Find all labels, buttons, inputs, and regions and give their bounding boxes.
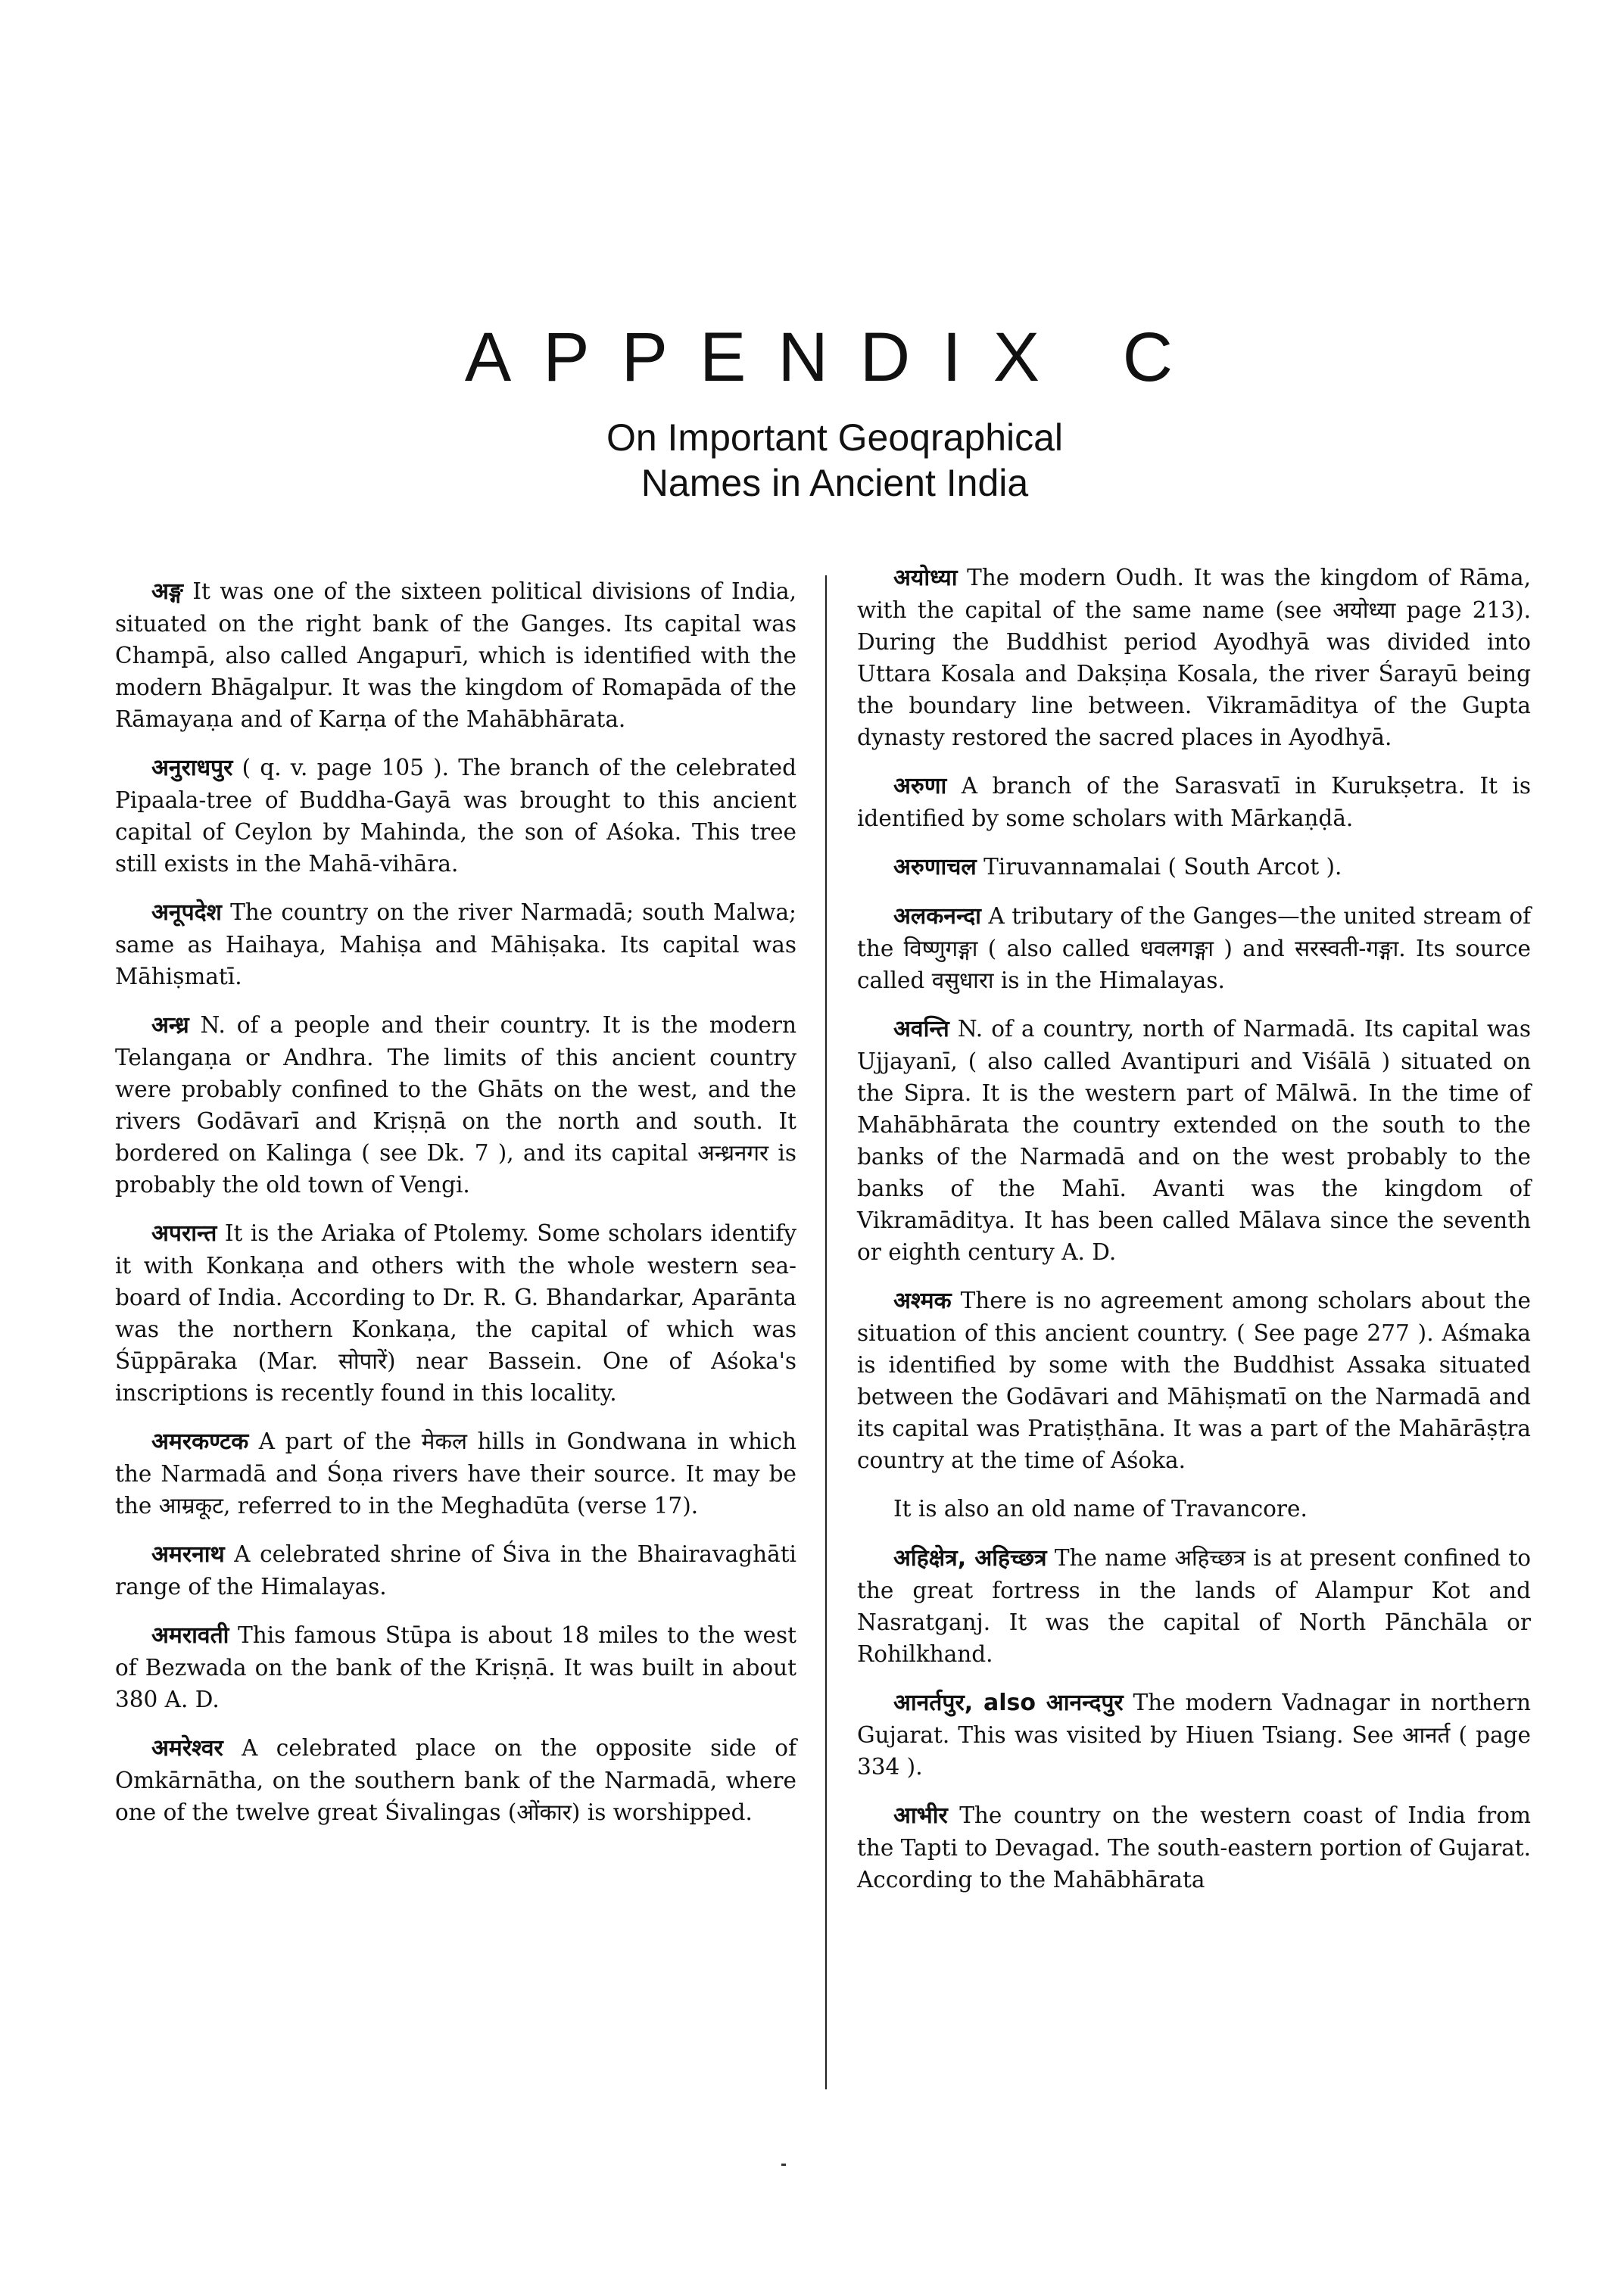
entry-aruna	[857, 770, 1531, 834]
entry-amareshvara	[115, 1732, 796, 1828]
entry-headword: अमरावती	[151, 1622, 229, 1649]
entry-text: This famous Stūpa is about 18 miles to the west of Bezwada on the bank of the Kriṣṇā. It was built in about 380 A. D.	[115, 1622, 796, 1712]
entry-anga	[115, 575, 796, 735]
entry-alakananda	[857, 900, 1531, 996]
entry-amaravati	[115, 1619, 796, 1715]
entry-headword: अन्ध्र	[151, 1012, 189, 1039]
entry-headword: अमरनाथ	[151, 1541, 225, 1568]
entry-text: The name अहिच्छत्र is at present confined to the great fortress in the lands of Alampur Kot and Nasratganj. It was the capital of North Pānchāla or Rohilkhand.	[857, 1545, 1531, 1667]
entry-headword: अवन्ति	[893, 1016, 949, 1042]
entry-avanti	[857, 1013, 1531, 1268]
entry-text: It was one of the sixteen political divisions of India, situated on the right bank of the Ganges. Its capital was Champā, also called Angapurī, which is identified with the modern Bhāgalpur. It was the kingdom of Romapāda of the Rāmayaṇa and of Karṇa of the Mahābhārata.	[115, 578, 796, 732]
entry-headword: अरुणा	[893, 773, 947, 799]
entry-anartapura	[857, 1687, 1531, 1783]
entry-headword: अरुणाचल	[893, 854, 977, 880]
entry-headword: अहिक्षेत्र, अहिच्छत्र	[893, 1545, 1047, 1572]
entry-text: The country on the western coast of India from the Tapti to Devagad. The south-eastern portion of Gujarat. According to the Mahābhārata	[857, 1802, 1531, 1893]
column-divider	[825, 575, 827, 2089]
entry-headword: आभीर	[893, 1802, 948, 1829]
entry-text: The modern Oudh. It was the kingdom of Rāma, with the capital of the same name (see अयोध्या page 213). During the Buddhist period Ayodhyā was divided into Uttara Kosala and Dakṣiṇa Kosala, the river Śarayū being the boundary line between. Vikramāditya of the Gupta dynasty restored the sacred places in Ayodhyā.	[857, 565, 1531, 750]
entry-ahikshetra	[857, 1542, 1531, 1670]
entry-text: A tributary of the Ganges—the united stream of the विष्णुगङ्गा ( also called धवलगङ्गा ) and सरस्वती-गङ्गा. Its source called वसुधारा is in the Himalayas.	[857, 903, 1531, 993]
entry-text: There is no agreement among scholars about the situation of this ancient country. ( See page 277 ). Aśmaka is identified by some with the Buddhist Assaka situated between the Godāvari and Māhiṣmatī on the Narmadā and its capital was Pratiṣṭhāna. It was a part of the Mahārāṣṭra country at the time of Aśoka.	[857, 1288, 1531, 1473]
entry-ayodhya	[857, 562, 1531, 753]
entry-headword: आनर्तपुर, also आनन्दपुर	[893, 1690, 1124, 1716]
entry-abhira	[857, 1799, 1531, 1896]
entry-andhra	[115, 1009, 796, 1201]
entry-text: A part of the मेकल hills in Gondwana in which the Narmadā and Śoṇa rivers have their source. It may be the आम्रकूट, referred to in the Meghadūta (verse 17).	[115, 1428, 796, 1519]
entry-amaranatha	[115, 1538, 796, 1603]
entry-headword: अनूपदेश	[151, 899, 222, 926]
entry-text: The country on the river Narmadā; south Malwa; same as Haihaya, Mahiṣa and Māhiṣaka. Its capital was Māhiṣmatī.	[115, 899, 796, 989]
entry-text: A branch of the Sarasvatī in Kurukṣetra. It is identified by some scholars with Mārkaṇḍā.	[857, 773, 1531, 831]
page-title: APPENDIX C	[464, 319, 1205, 396]
entry-text: The modern Vadnagar in northern Gujarat. This was visited by Hiuen Tsiang. See आनर्त ( page 334 ).	[857, 1690, 1531, 1780]
entry-headword: अनुराधपुर	[151, 755, 233, 781]
entry-arunachala	[857, 851, 1531, 883]
entry-headword: अपरान्त	[151, 1220, 217, 1247]
subtitle-line-1: On Important Geoqraphical	[606, 416, 1064, 459]
left-column	[115, 575, 796, 1845]
entry-text: N. of a country, north of Narmadā. Its capital was Ujjayanī, ( also called Avantipuri and Viśālā ) situated on the Sipra. It is the western part of Mālwā. In the time of Mahābhārata the country extended on the south to the banks of the Narmadā and on the west probably to the banks of the Mahī. Avanti was the kingdom of Vikramāditya. It has been called Mālava since the seventh or eighth century A. D.	[857, 1016, 1531, 1265]
entry-travancore-note	[857, 1493, 1531, 1525]
entry-amarakantaka	[115, 1425, 796, 1522]
entry-ashmaka	[857, 1285, 1531, 1476]
entry-anupadesha	[115, 896, 796, 992]
entry-text: Tiruvannamalai ( South Arcot ).	[976, 854, 1342, 880]
print-mark	[781, 2164, 786, 2166]
entry-headword: अङ्ग	[151, 578, 183, 605]
subtitle-line-2: Names in Ancient India	[641, 462, 1029, 504]
entry-text: N. of a people and their country. It is the modern Telangaṇa or Andhra. The limits of this ancient country were probably confined to the Ghāts on the west, and the rivers Godāvarī and Kriṣṇā on the north and south. It bordered on Kalinga ( see Dk. 7 ), and its capital अन्ध्रनगर is probably the old town of Vengi.	[115, 1012, 796, 1198]
entry-text: A celebrated shrine of Śiva in the Bhairavaghāti range of the Himalayas.	[115, 1541, 796, 1600]
entry-text: It is the Ariaka of Ptolemy. Some scholars identify it with Konkaṇa and others with the whole western sea-board of India. According to Dr. R. G. Bhandarkar, Aparānta was the northern Konkaṇa, the capital of which was Śūppāraka (Mar. सोपारें) near Bassein. One of Aśoka's inscriptions is recently found in this locality.	[115, 1220, 796, 1406]
entry-text: ( q. v. page 105 ). The branch of the celebrated Pipaala-tree of Buddha-Gayā was brought to this ancient capital of Ceylon by Mahinda, the son of Aśoka. This tree still exists in the Mahā-vihāra.	[115, 755, 796, 877]
entry-anuradhapura	[115, 752, 796, 880]
entry-aparanta	[115, 1217, 796, 1409]
entry-headword: अलकनन्दा	[893, 903, 981, 930]
entry-headword: अमरेश्वर	[151, 1735, 223, 1762]
entry-headword: अश्मक	[893, 1288, 952, 1314]
entry-headword: अमरकण्टक	[151, 1428, 249, 1455]
entry-headword: अयोध्या	[893, 565, 958, 591]
right-column	[857, 562, 1531, 1912]
entry-text: A celebrated place on the opposite side of Omkārnātha, on the southern bank of the Narmadā, where one of the twelve great Śivalingas (ओंकार) is worshipped.	[115, 1735, 796, 1825]
entry-text: It is also an old name of Travancore.	[893, 1496, 1308, 1522]
